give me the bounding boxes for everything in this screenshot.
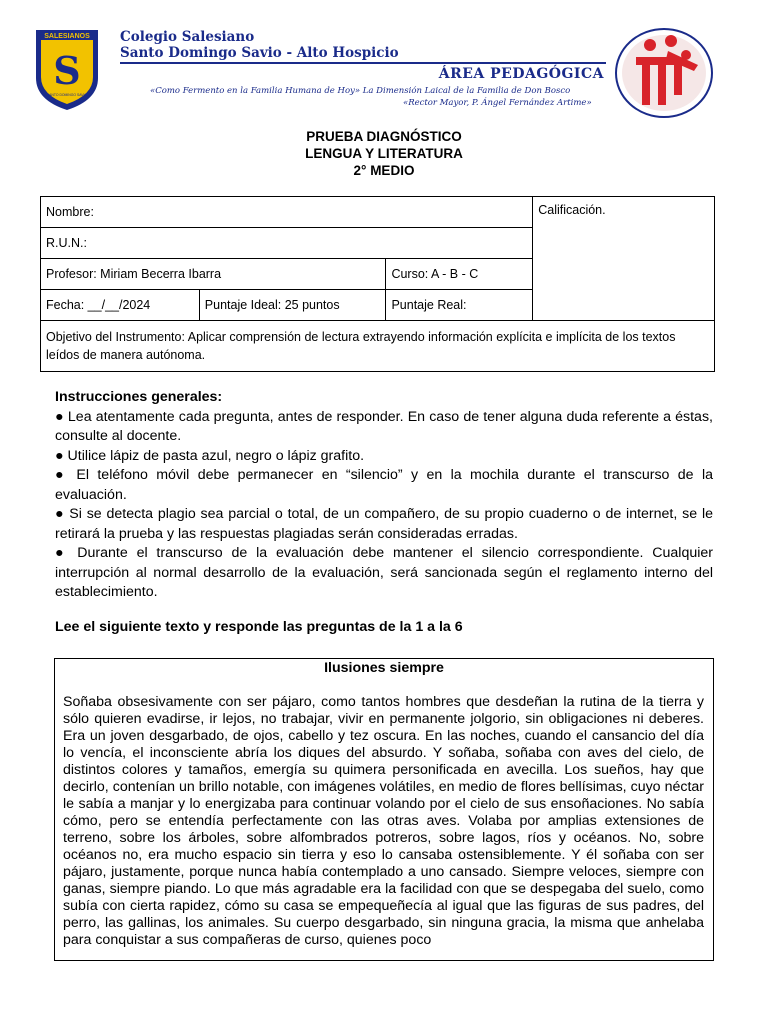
exam-titles bbox=[0, 128, 768, 179]
fecha-field[interactable]: Fecha: __/__/2024 bbox=[41, 290, 200, 321]
puntaje-real-field[interactable]: Puntaje Real: bbox=[386, 290, 533, 321]
exam-title: PRUEBA DIAGNÓSTICO bbox=[306, 129, 462, 144]
run-field[interactable]: R.U.N.: bbox=[41, 228, 533, 259]
student-info-table bbox=[40, 196, 715, 372]
nombre-field[interactable]: Nombre: bbox=[41, 197, 533, 228]
instruction-item: ● Si se detecta plagio sea parcial o total, de un compañero, de su propio cuaderno o de internet, se le retirará la prueba y las respuestas plagiadas serán consideradas erradas. bbox=[55, 506, 713, 542]
instruction-item: ● Lea atentamente cada pregunta, antes de responder. En caso de tener alguna duda referente a éstas, consulte al docente. bbox=[55, 408, 713, 444]
shield-top-text: SALESIANOS bbox=[44, 33, 90, 40]
instructions-section bbox=[55, 388, 713, 603]
school-subtitle: Santo Domingo Savio - Alto Hospicio bbox=[120, 45, 399, 61]
reading-prompt: Lee el siguiente texto y responde las preguntas de la 1 a la 6 bbox=[55, 619, 463, 635]
story-text: Soñaba obsesivamente con ser pájaro, como tantos hombres que desdeñan la rutina de la tierra y sólo quieren evadirse, ir lejos, no trabajar, vivir en permanente jolgorio, sin obligaciones ni deberes. Era un joven desgarbado, de ojos, cabello y tez oscura. En las noches, cuando el cansancio del día lo vencía, el inconsciente abría los diques del absurdo. Y soñaba, soñaba con aves del cielo, de distintos colores y tamaños, emergía su quimera personificada en avecilla. Los sueños, hay que decirlo, contenían un brillo notable, con imágenes volátiles, en medio de flores bellísimas, cuyo néctar le sabía a manjar y lo energizaba para continuar volando por el cielo de sus ensoñaciones. No sabía cómo, pero se entendía perfectamente con las otras aves. Volaba por amplias extensiones de terreno, sobre los árboles, sobre alfombrados potreros, sobre lagos, ríos y océanos. No, sobre océanos no, era mucho espacio sin tierra y eso lo cansaba ostensiblemente. Y él soñaba con ser pájaro, justamente, porque nunca había contemplado a uno cansado. Siempre veloces, siempre con ganas, siempre piando. Lo que más agradable era la facilidad con que se despegaba del suelo, como subía con cierta rapidez, cómo su casa se empequeñecía al igual que las figuras de sus padres, del perro, las gallinas, los animales. Su cuerpo desgarbado, sin ninguna gracia, la misma que anhelaba para conquistar a sus compañeras de curso, quienes poco bbox=[63, 694, 704, 948]
calificacion-field[interactable]: Calificación. bbox=[533, 197, 715, 321]
objetivo-field: Objetivo del Instrumento: Aplicar comprensión de lectura extrayendo información explícita e implícita de los textos leídos de manera autónoma. bbox=[41, 321, 715, 372]
curso-field[interactable]: Curso: A - B - C bbox=[386, 259, 533, 290]
instructions-heading: Instrucciones generales: bbox=[55, 389, 223, 405]
story-title: Ilusiones siempre bbox=[324, 660, 444, 676]
shield-bottom-text: SANTO DOMINGO SAVIO bbox=[46, 93, 88, 97]
instruction-item: ● El teléfono móvil debe permanecer en “silencio” y en la mochila durante el transcurso de la evaluación. bbox=[55, 467, 713, 503]
area-pedagogica: ÁREA PEDAGÓGICA bbox=[438, 66, 604, 82]
shield-monogram: S bbox=[53, 48, 81, 93]
instruction-item: ● Utilice lápiz de pasta azul, negro o lápiz grafito. bbox=[55, 447, 365, 464]
exam-subject: LENGUA Y LITERATURA bbox=[305, 146, 463, 161]
instruction-item: ● Durante el transcurso de la evaluación debe mantener el silencio correspondiente. Cualquier interrupción al normal desarrollo de la evaluación, será sancionada según el reglamento interno del establecimiento. bbox=[55, 545, 713, 600]
story-box bbox=[54, 658, 714, 961]
header-divider bbox=[120, 62, 606, 64]
motto-line-1: «Como Fermento en la Familia Humana de Hoy» La Dimensión Laical de la Familia de Don Bosco bbox=[150, 86, 571, 96]
salesian-family-logo bbox=[614, 27, 714, 119]
school-shield-logo bbox=[32, 26, 102, 112]
exam-grade: 2° MEDIO bbox=[353, 163, 415, 178]
school-name: Colegio Salesiano bbox=[120, 29, 255, 45]
puntaje-ideal-field: Puntaje Ideal: 25 puntos bbox=[199, 290, 386, 321]
page-header bbox=[0, 0, 768, 125]
motto-line-2: «Rector Mayor, P. Ángel Fernández Artime» bbox=[403, 98, 592, 108]
profesor-field: Profesor: Miriam Becerra Ibarra bbox=[41, 259, 386, 290]
